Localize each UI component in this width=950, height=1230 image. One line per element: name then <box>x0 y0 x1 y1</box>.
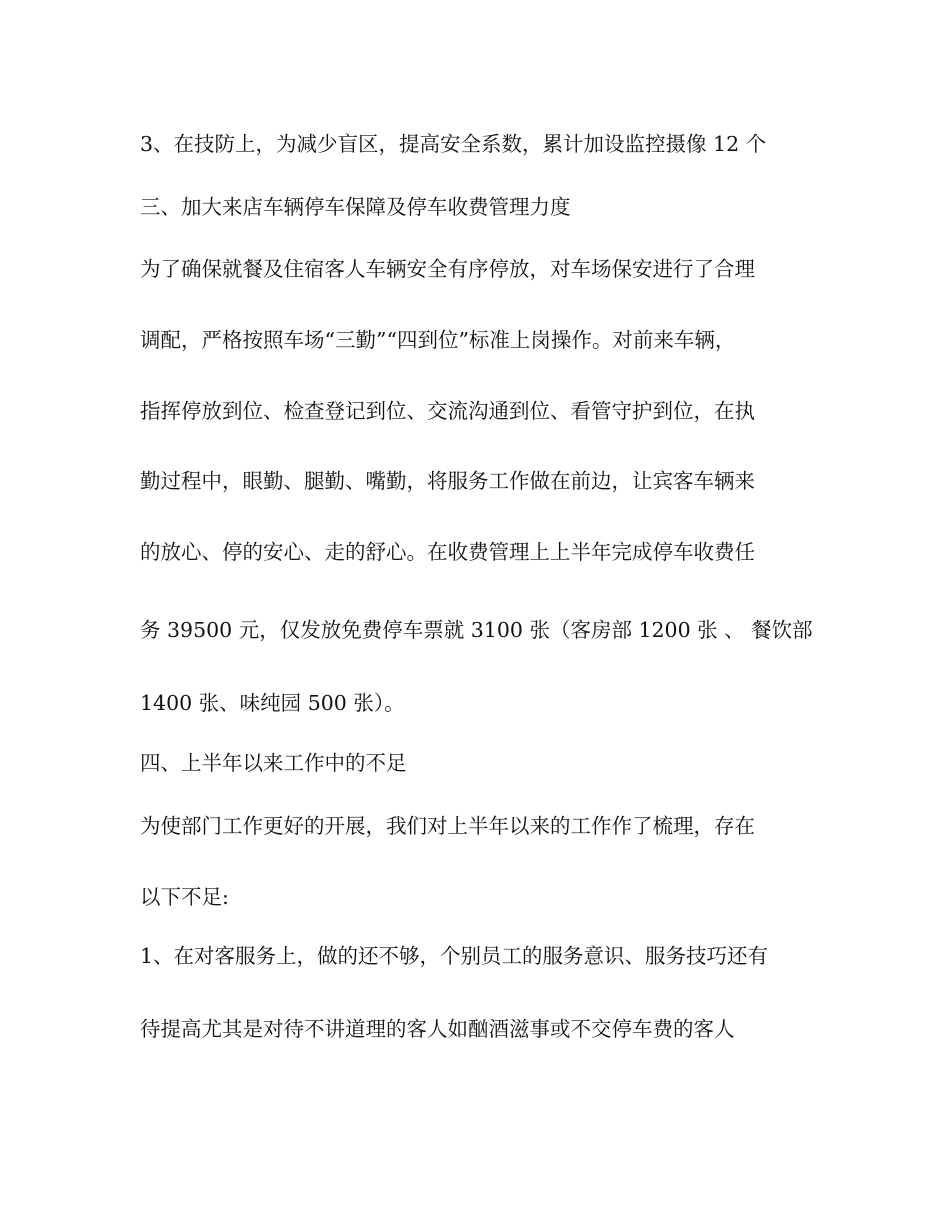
paragraph-line: 待提高尤其是对待不讲道理的客人如酗酒滋事或不交停车费的客人 <box>140 1017 735 1041</box>
paragraph-line: 3、在技防上，为减少盲区，提高安全系数，累计加设监控摄像 12 个 <box>140 132 767 156</box>
paragraph-line: 1、在对客服务上，做的还不够，个别员工的服务意识、服务技巧还有 <box>140 944 769 968</box>
paragraph-line: 为了确保就餐及住宿客人车辆安全有序停放，对车场保安进行了合理 <box>140 257 755 281</box>
paragraph-line: 以下不足: <box>140 885 229 909</box>
paragraph-line: 为使部门工作更好的开展，我们对上半年以来的工作作了梳理，存在 <box>140 814 755 838</box>
paragraph-line: 1400 张、味纯园 500 张）。 <box>140 691 405 715</box>
section-heading: 三、加大来店车辆停车保障及停车收费管理力度 <box>140 195 571 219</box>
paragraph-line: 勤过程中，眼勤、腿勤、嘴勤，将服务工作做在前边，让宾客车辆来 <box>140 469 755 493</box>
paragraph-line: 调配，严格按照车场“三勤”“四到位”标准上岗操作。对前来车辆， <box>140 328 736 352</box>
paragraph-line: 的放心、停的安心、走的舒心。在收费管理上上半年完成停车收费任 <box>140 540 755 564</box>
section-heading: 四、上半年以来工作中的不足 <box>140 751 407 775</box>
paragraph-line: 务 39500 元，仅发放免费停车票就 3100 张（客房部 1200 张 、 餐饮部 <box>140 618 813 642</box>
paragraph-line: 指挥停放到位、检查登记到位、交流沟通到位、看管守护到位，在执 <box>140 399 755 423</box>
